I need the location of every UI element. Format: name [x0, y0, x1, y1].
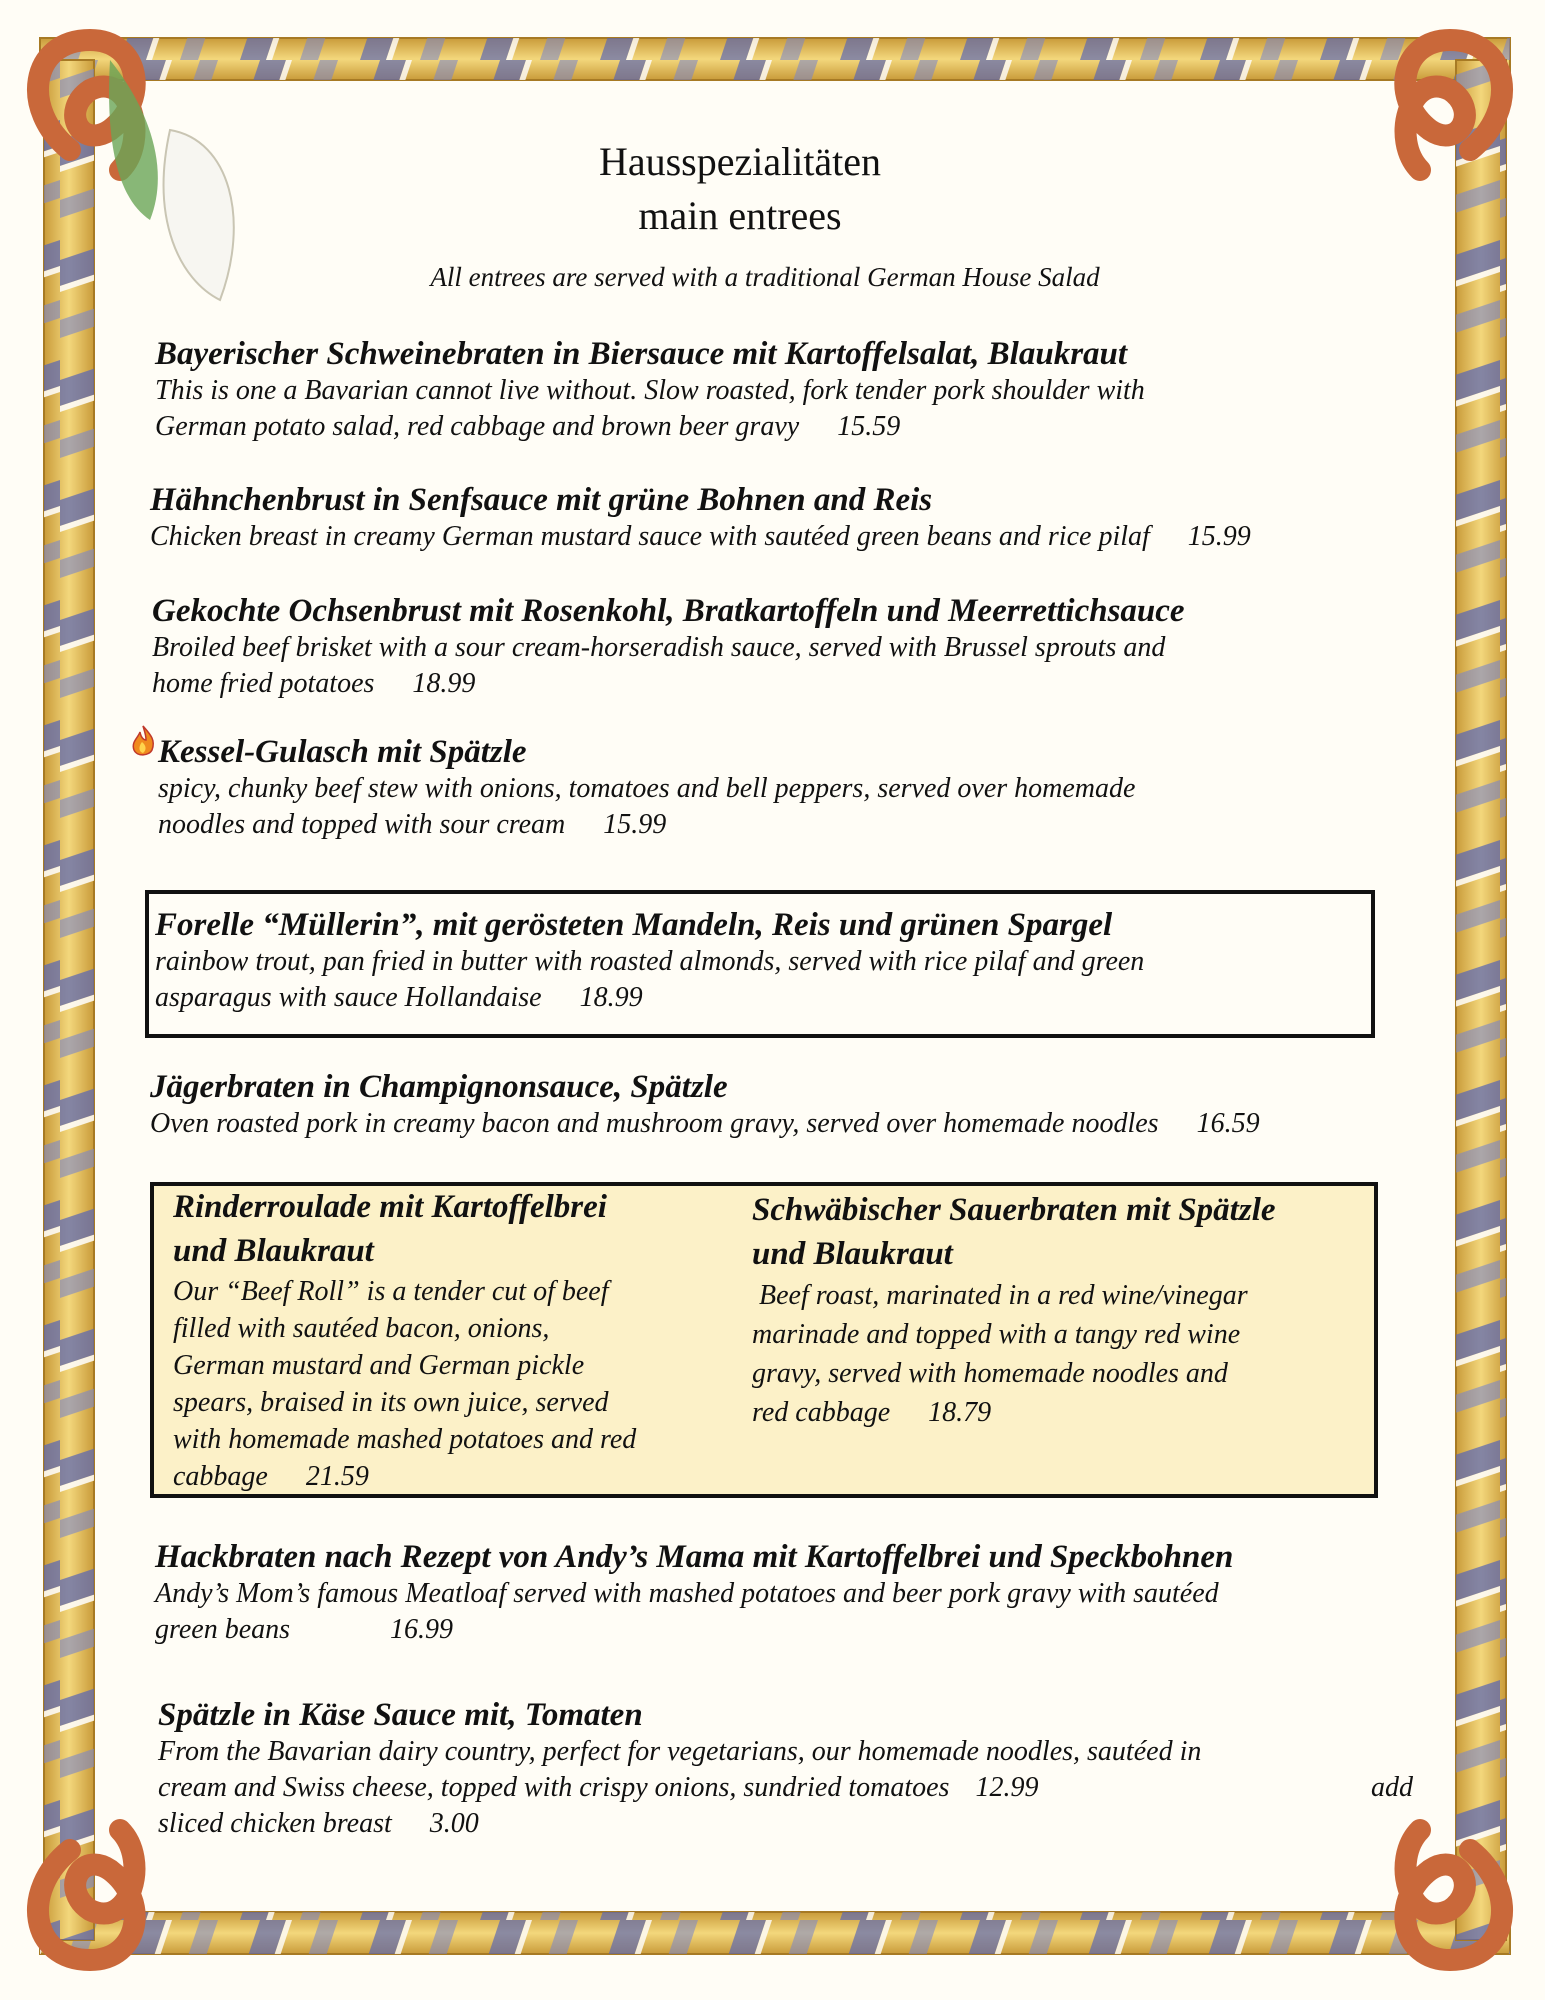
item-name: Spätzle in Käse Sauce mit, Tomaten	[158, 1697, 643, 1733]
item-name: Jägerbraten in Champignonsauce, Spätzle	[150, 1069, 728, 1105]
salad-note: All entrees are served with a traditional German House Salad	[430, 262, 1100, 292]
item-price: 18.79	[928, 1397, 992, 1428]
addon-price: 3.00	[429, 1808, 479, 1839]
menu-item	[155, 335, 1145, 445]
item-description: Chicken breast in creamy German mustard sauce with sautéed green beans and rice pilaf 15.99	[150, 521, 1251, 552]
menu-item	[150, 1068, 1260, 1142]
item-description: Beef roast, marinated in a red wine/vinegar marinade and topped with a tangy red wine gravy, served with homemade noodles and red cabbage 18.79	[752, 1280, 1248, 1428]
item-description: spicy, chunky beef stew with onions, tomatoes and bell peppers, served over homemade noodles and topped with sour cream 15.99	[158, 773, 1136, 840]
menu-item	[155, 1538, 1233, 1648]
item-price: 16.59	[1196, 1108, 1260, 1139]
item-price: 15.59	[837, 411, 901, 442]
page-title: Hausspezialitäten	[598, 139, 882, 184]
item-name: Hackbraten nach Rezept von Andy’s Mama mit Kartoffelbrei und Speckbohnen	[155, 1539, 1234, 1575]
item-name: Gekochte Ochsenbrust mit Rosenkohl, Bratkartoffeln und Meerrettichsauce	[152, 593, 1185, 629]
menu-item	[150, 481, 1251, 555]
page-subtitle-en: main entrees	[638, 193, 842, 238]
item-description: From the Bavarian dairy country, perfect for vegetarians, our homemade noodles, sautéed in cream and Swiss cheese, topped with crispy onions, sundried tomatoes 12.99 add sliced chicken breast 3.00	[158, 1736, 1413, 1839]
item-description: This is one a Bavarian cannot live without. Slow roasted, fork tender pork shoulder with German potato salad, red cabbage and brown beer gravy 15.59	[155, 375, 1145, 442]
item-price: 18.99	[412, 668, 476, 699]
item-description: Broiled beef brisket with a sour cream-horseradish sauce, served with Brussel sprouts and home fried potatoes 18.99	[152, 632, 1166, 699]
item-name: Forelle “Müllerin”, mit gerösteten Mandeln, Reis und grünen Spargel	[155, 907, 1113, 943]
item-price: 21.59	[305, 1461, 369, 1492]
item-name: Bayerischer Schweinebraten in Biersauce mit Kartoffelsalat, Blaukraut	[155, 336, 1128, 372]
item-description: rainbow trout, pan fried in butter with roasted almonds, served with rice pilaf and green asparagus with sauce Hollandaise 18.99	[155, 946, 1145, 1013]
item-description: Andy’s Mom’s famous Meatloaf served with mashed potatoes and beer pork gravy with sautéed green beans 16.99	[155, 1578, 1219, 1645]
item-description: Oven roasted pork in creamy bacon and mushroom gravy, served over homemade noodles 16.59	[150, 1108, 1260, 1139]
addon-label: add	[1371, 1772, 1413, 1803]
item-price: 12.99	[975, 1772, 1039, 1803]
item-name: Rinderroulade mit Kartoffelbrei und Blaukraut	[173, 1189, 607, 1269]
item-description: Our “Beef Roll” is a tender cut of beef filled with sautéed bacon, onions, German mustard and German pickle spears, braised in its own juice, served with homemade mashed potatoes and red cabbage 21.59	[173, 1276, 637, 1492]
flame-icon	[128, 724, 158, 758]
menu-item	[152, 592, 1185, 702]
menu-item	[752, 1188, 1362, 1432]
item-price: 15.99	[603, 809, 667, 840]
menu-item	[173, 1185, 733, 1495]
item-price: 16.99	[390, 1614, 454, 1645]
menu-item	[155, 906, 1144, 1016]
item-price: 18.99	[579, 982, 643, 1013]
menu-item	[158, 733, 1135, 843]
item-name: Hähnchenbrust in Senfsauce mit grüne Bohnen and Reis	[150, 482, 933, 518]
item-price: 15.99	[1187, 521, 1251, 552]
menu-item	[158, 1696, 1413, 1842]
item-name: Kessel-Gulasch mit Spätzle	[158, 734, 527, 770]
item-name: Schwäbischer Sauerbraten mit Spätzle und Blaukraut	[752, 1192, 1276, 1272]
